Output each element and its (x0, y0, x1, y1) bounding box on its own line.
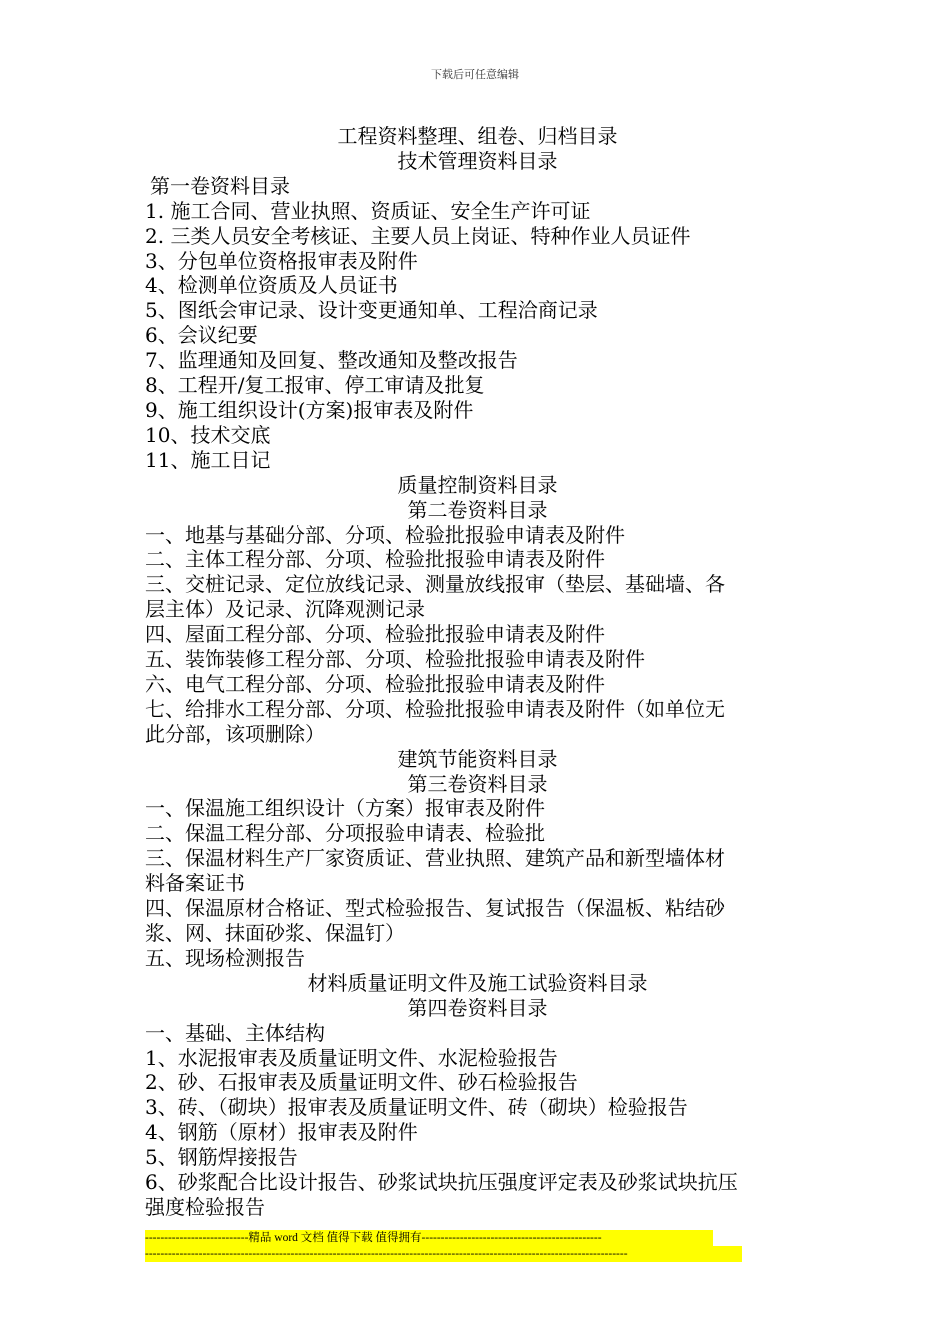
list-item: 一、基础、主体结构 (145, 1020, 325, 1045)
list-item: 6、会议纪要 (145, 323, 258, 348)
volume-title: 第二卷资料目录 (407, 497, 548, 522)
list-item: 二、主体工程分部、分项、检验批报验申请表及附件 (145, 547, 605, 572)
volume-title: 第四卷资料目录 (407, 995, 548, 1020)
list-item: 11、施工日记 (145, 447, 271, 472)
list-item: 六、电气工程分部、分项、检验批报验申请表及附件 (145, 671, 605, 696)
footer-line-1: ---------------------------精品 word 文档 值得下载 值得拥有----------------------------------------------- (145, 1230, 713, 1246)
list-item-continuation: 此分部，该项删除） (145, 721, 325, 746)
list-item: 6、砂浆配合比设计报告、砂浆试块抗压强度评定表及砂浆试块抗压 (145, 1170, 738, 1195)
list-item: 3、砖、（砌块）报审表及质量证明文件、砖（砌块）检验报告 (145, 1095, 688, 1120)
list-item: 一、保温施工组织设计（方案）报审表及附件 (145, 796, 545, 821)
list-item: 四、屋面工程分部、分项、检验批报验申请表及附件 (145, 622, 605, 647)
footer-line-2: ------------------------------------------------------------------------------------------------------------------------------ (145, 1246, 742, 1262)
doc-title: 工程资料整理、组卷、归档目录 (337, 124, 618, 148)
list-item: 7、监理通知及回复、整改通知及整改报告 (145, 348, 518, 373)
list-item: 四、保温原材合格证、型式检验报告、复试报告（保温板、粘结砂 (145, 896, 725, 921)
list-item: 3、分包单位资格报审表及附件 (145, 248, 418, 273)
list-item-continuation: 浆、网、抹面砂浆、保温钉） (145, 921, 405, 945)
list-item: 2. 三类人员安全考核证、主要人员上岗证、特种作业人员证件 (145, 223, 691, 248)
volume-title: 第三卷资料目录 (407, 771, 548, 796)
list-item: 五、现场检测报告 (145, 945, 305, 970)
section-title: 建筑节能资料目录 (397, 746, 558, 771)
list-item: 三、交桩记录、定位放线记录、测量放线报审（垫层、基础墙、各 (145, 572, 725, 597)
list-item: 二、保温工程分部、分项报验申请表、检验批 (145, 821, 545, 846)
volume-title: 第一卷资料目录 (150, 173, 290, 198)
list-item: 8、工程开/复工报审、停工审请及批复 (145, 373, 485, 398)
list-item: 4、钢筋（原材）报审表及附件 (145, 1120, 418, 1145)
list-item: 2、砂、石报审表及质量证明文件、砂石检验报告 (145, 1070, 578, 1095)
list-item: 一、地基与基础分部、分项、检验批报验申请表及附件 (145, 522, 625, 547)
footer-banner (145, 1230, 742, 1262)
list-item-continuation: 料备案证书 (145, 871, 245, 896)
page-header: 下载后可任意编辑 (431, 68, 519, 81)
section-title: 材料质量证明文件及施工试验资料目录 (307, 970, 648, 995)
list-item: 三、保温材料生产厂家资质证、营业执照、建筑产品和新型墙体材 (145, 846, 725, 871)
section-title: 质量控制资料目录 (397, 472, 558, 497)
list-item-continuation: 层主体）及记录、沉降观测记录 (145, 597, 425, 622)
list-item: 1、水泥报审表及质量证明文件、水泥检验报告 (145, 1045, 558, 1070)
list-item: 5、钢筋焊接报告 (145, 1145, 298, 1170)
list-item: 9、施工组织设计(方案)报审表及附件 (145, 397, 474, 422)
list-item-continuation: 强度检验报告 (145, 1194, 265, 1219)
section-title: 技术管理资料目录 (397, 148, 558, 173)
list-item: 4、检测单位资质及人员证书 (145, 273, 398, 298)
list-item: 七、给排水工程分部、分项、检验批报验申请表及附件（如单位无 (145, 696, 725, 721)
list-item: 10、技术交底 (145, 422, 271, 447)
document-body (145, 124, 810, 1220)
list-item: 5、图纸会审记录、设计变更通知单、工程洽商记录 (145, 298, 598, 323)
list-item: 1. 施工合同、营业执照、资质证、安全生产许可证 (145, 198, 591, 223)
list-item: 五、装饰装修工程分部、分项、检验批报验申请表及附件 (145, 647, 645, 672)
